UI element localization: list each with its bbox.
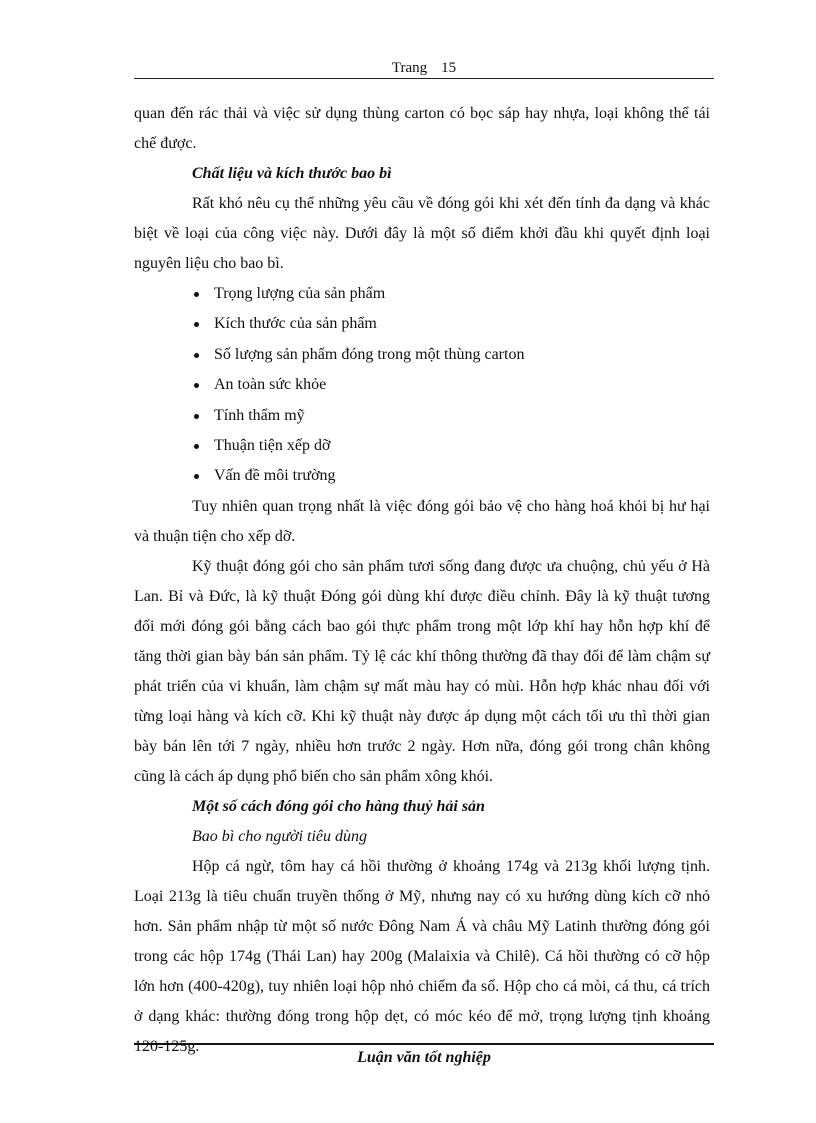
bullet-icon <box>194 292 199 297</box>
bullet-icon <box>194 444 199 449</box>
section-heading-seafood-packaging: Một số cách đóng gói cho hàng thuỷ hải sản <box>192 797 485 815</box>
page-label: Trang <box>391 60 428 76</box>
page-number: 15 <box>441 60 457 76</box>
paragraph-priority: Tuy nhiên quan trọng nhất là việc đóng gói bảo vệ cho hàng hoá khỏi bị hư hại và thuận tiện cho xếp dỡ. <box>134 497 710 545</box>
page-header <box>134 58 714 78</box>
footer-divider <box>134 1043 714 1045</box>
section-heading-materials: Chất liệu và kích thước bao bì <box>192 165 392 182</box>
subsection-heading-consumer-packaging: Bao bì cho người tiêu dùng <box>192 827 368 845</box>
paragraph-can-sizes: Hộp cá ngừ, tôm hay cá hồi thường ở khoảng 174g và 213g khối lượng tịnh. Loại 213g là tiêu chuẩn truyền thống ở Mỹ, nhưng nay có xu hướng dùng kích cỡ nhỏ hơn. Sản phẩm nhập từ một số nước Đông Nam Á và châu Mỹ Latinh thường đóng gói trong các hộp 174g (Thái Lan) hay 200g (Malaixia và Chilê). Cá hồi thường có cỡ hộp lớn hơn (400-420g), tuy nhiên loại hộp nhỏ chiếm đa số. Hộp cho cá mòi, cá thu, cá trích ở dạng khác: thường đóng trong hộp dẹt, có móc kéo để mở, trọng lượng tịnh khoảng 120-125g. <box>134 857 710 1055</box>
page-footer: Luận văn tốt nghiệp <box>357 1049 491 1066</box>
list-item: An toàn sức khỏe <box>134 370 710 400</box>
bullet-icon <box>194 474 199 479</box>
list-item: Tính thẩm mỹ <box>134 401 710 431</box>
paragraph-continuation: quan đến rác thải và việc sử dụng thùng carton có bọc sáp hay nhựa, loại không thể tái chế được. <box>134 105 710 152</box>
bullet-icon <box>194 353 199 358</box>
list-item: Trọng lượng của sản phẩm <box>134 279 710 309</box>
paragraph-materials-intro: Rất khó nêu cụ thể những yêu cầu về đóng gói khi xét đến tính đa dạng và khác biệt về loại của công việc này. Dưới đây là một số điểm khởi đầu khi quyết định loại nguyên liệu cho bao bì. <box>134 195 710 272</box>
paragraph-map-technique: Kỹ thuật đóng gói cho sản phẩm tươi sống đang được ưa chuộng, chủ yếu ở Hà Lan. Bỉ và Đức, là kỹ thuật Đóng gói dùng khí được điều chỉnh. Đây là kỹ thuật tương đối mới đóng gói bằng cách bao gói thực phẩm trong một lớp khí hay hỗn hợp khí để tăng thời gian bày bán sản phẩm. Tỷ lệ các khí thông thường đã thay đổi để làm chậm sự phát triển của vi khuẩn, làm chậm sự mất màu hay có mùi. Hỗn hợp khác nhau đối với từng loại hàng và kích cỡ. Khi kỹ thuật này được áp dụng một cách tối ưu thì thời gian bày bán lên tới 7 ngày, nhiều hơn trước 2 ngày. Hơn nữa, đóng gói trong chân không cũng là cách áp dụng phổ biến cho sản phẩm xông khói. <box>134 557 710 785</box>
list-item: Kích thước của sản phẩm <box>134 309 710 339</box>
header-divider <box>134 78 714 79</box>
bullet-icon <box>194 414 199 419</box>
list-item: Số lượng sản phẩm đóng trong một thùng carton <box>134 340 710 370</box>
criteria-list <box>134 279 710 492</box>
bullet-icon <box>194 383 199 388</box>
bullet-icon <box>194 322 199 327</box>
page-body <box>134 99 710 1062</box>
list-item: Vấn đề môi trường <box>134 461 710 491</box>
list-item: Thuận tiện xếp dỡ <box>134 431 710 461</box>
